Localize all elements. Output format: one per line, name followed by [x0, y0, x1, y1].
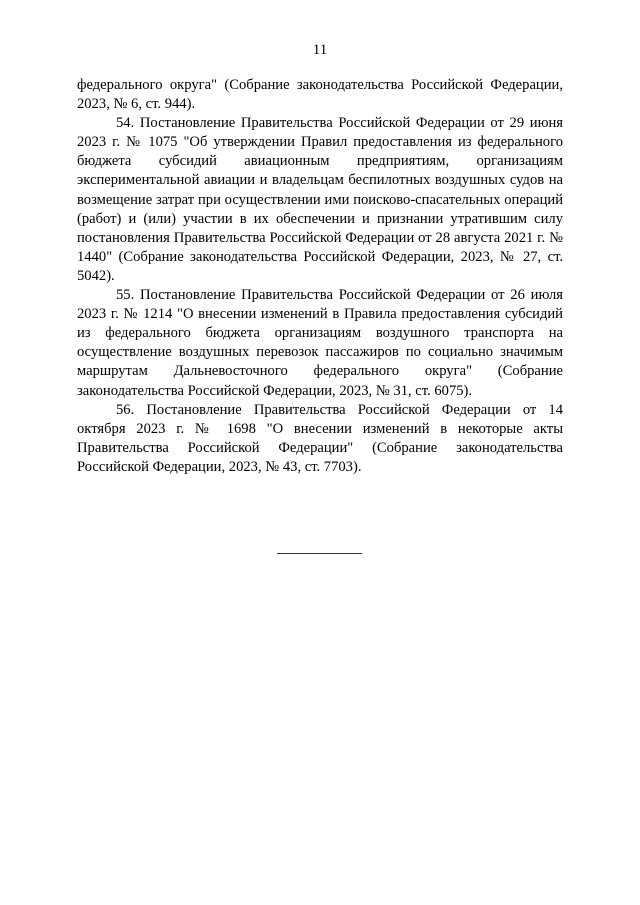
document-body [77, 76, 563, 477]
end-divider [277, 553, 362, 554]
list-item-55: 55. Постановление Правительства Российской Федерации от 26 июля 2023 г. № 1214 "О внесении изменений в Правила предоставления субсидий из федерального бюджета организациям воздушного транспорта на осуществление воздушных перевозок пассажиров по социально значимым маршрутам Дальневосточного федерального округа" (Собрание законодательства Российской Федерации, 2023, № 31, ст. 6075). [77, 287, 563, 399]
page-number: 11 [312, 42, 328, 58]
paragraph-continuation: федерального округа" (Собрание законодательства Российской Федерации, 2023, № 6, ст. 944). [77, 77, 563, 113]
list-item-54: 54. Постановление Правительства Российской Федерации от 29 июня 2023 г. № 1075 "Об утверждении Правил предоставления из федерального бюджета субсидий авиационным предприятиям, организациям экспериментальной авиации и владельцам беспилотных воздушных судов на возмещение затрат при осуществлении ими поисково-спасательных операций (работ) и (или) участии в их обеспечении и признании утратившим силу постановления Правительства Российской Федерации от 28 августа 2021 г. № 1440" (Собрание законодательства Российской Федерации, 2023, № 27, ст. 5042). [77, 115, 563, 284]
list-item-56: 56. Постановление Правительства Российской Федерации от 14 октября 2023 г. № 1698 "О внесении изменений в некоторые акты Правительства Российской Федерации" (Собрание законодательства Российской Федерации, 2023, № 43, ст. 7703). [77, 401, 563, 475]
